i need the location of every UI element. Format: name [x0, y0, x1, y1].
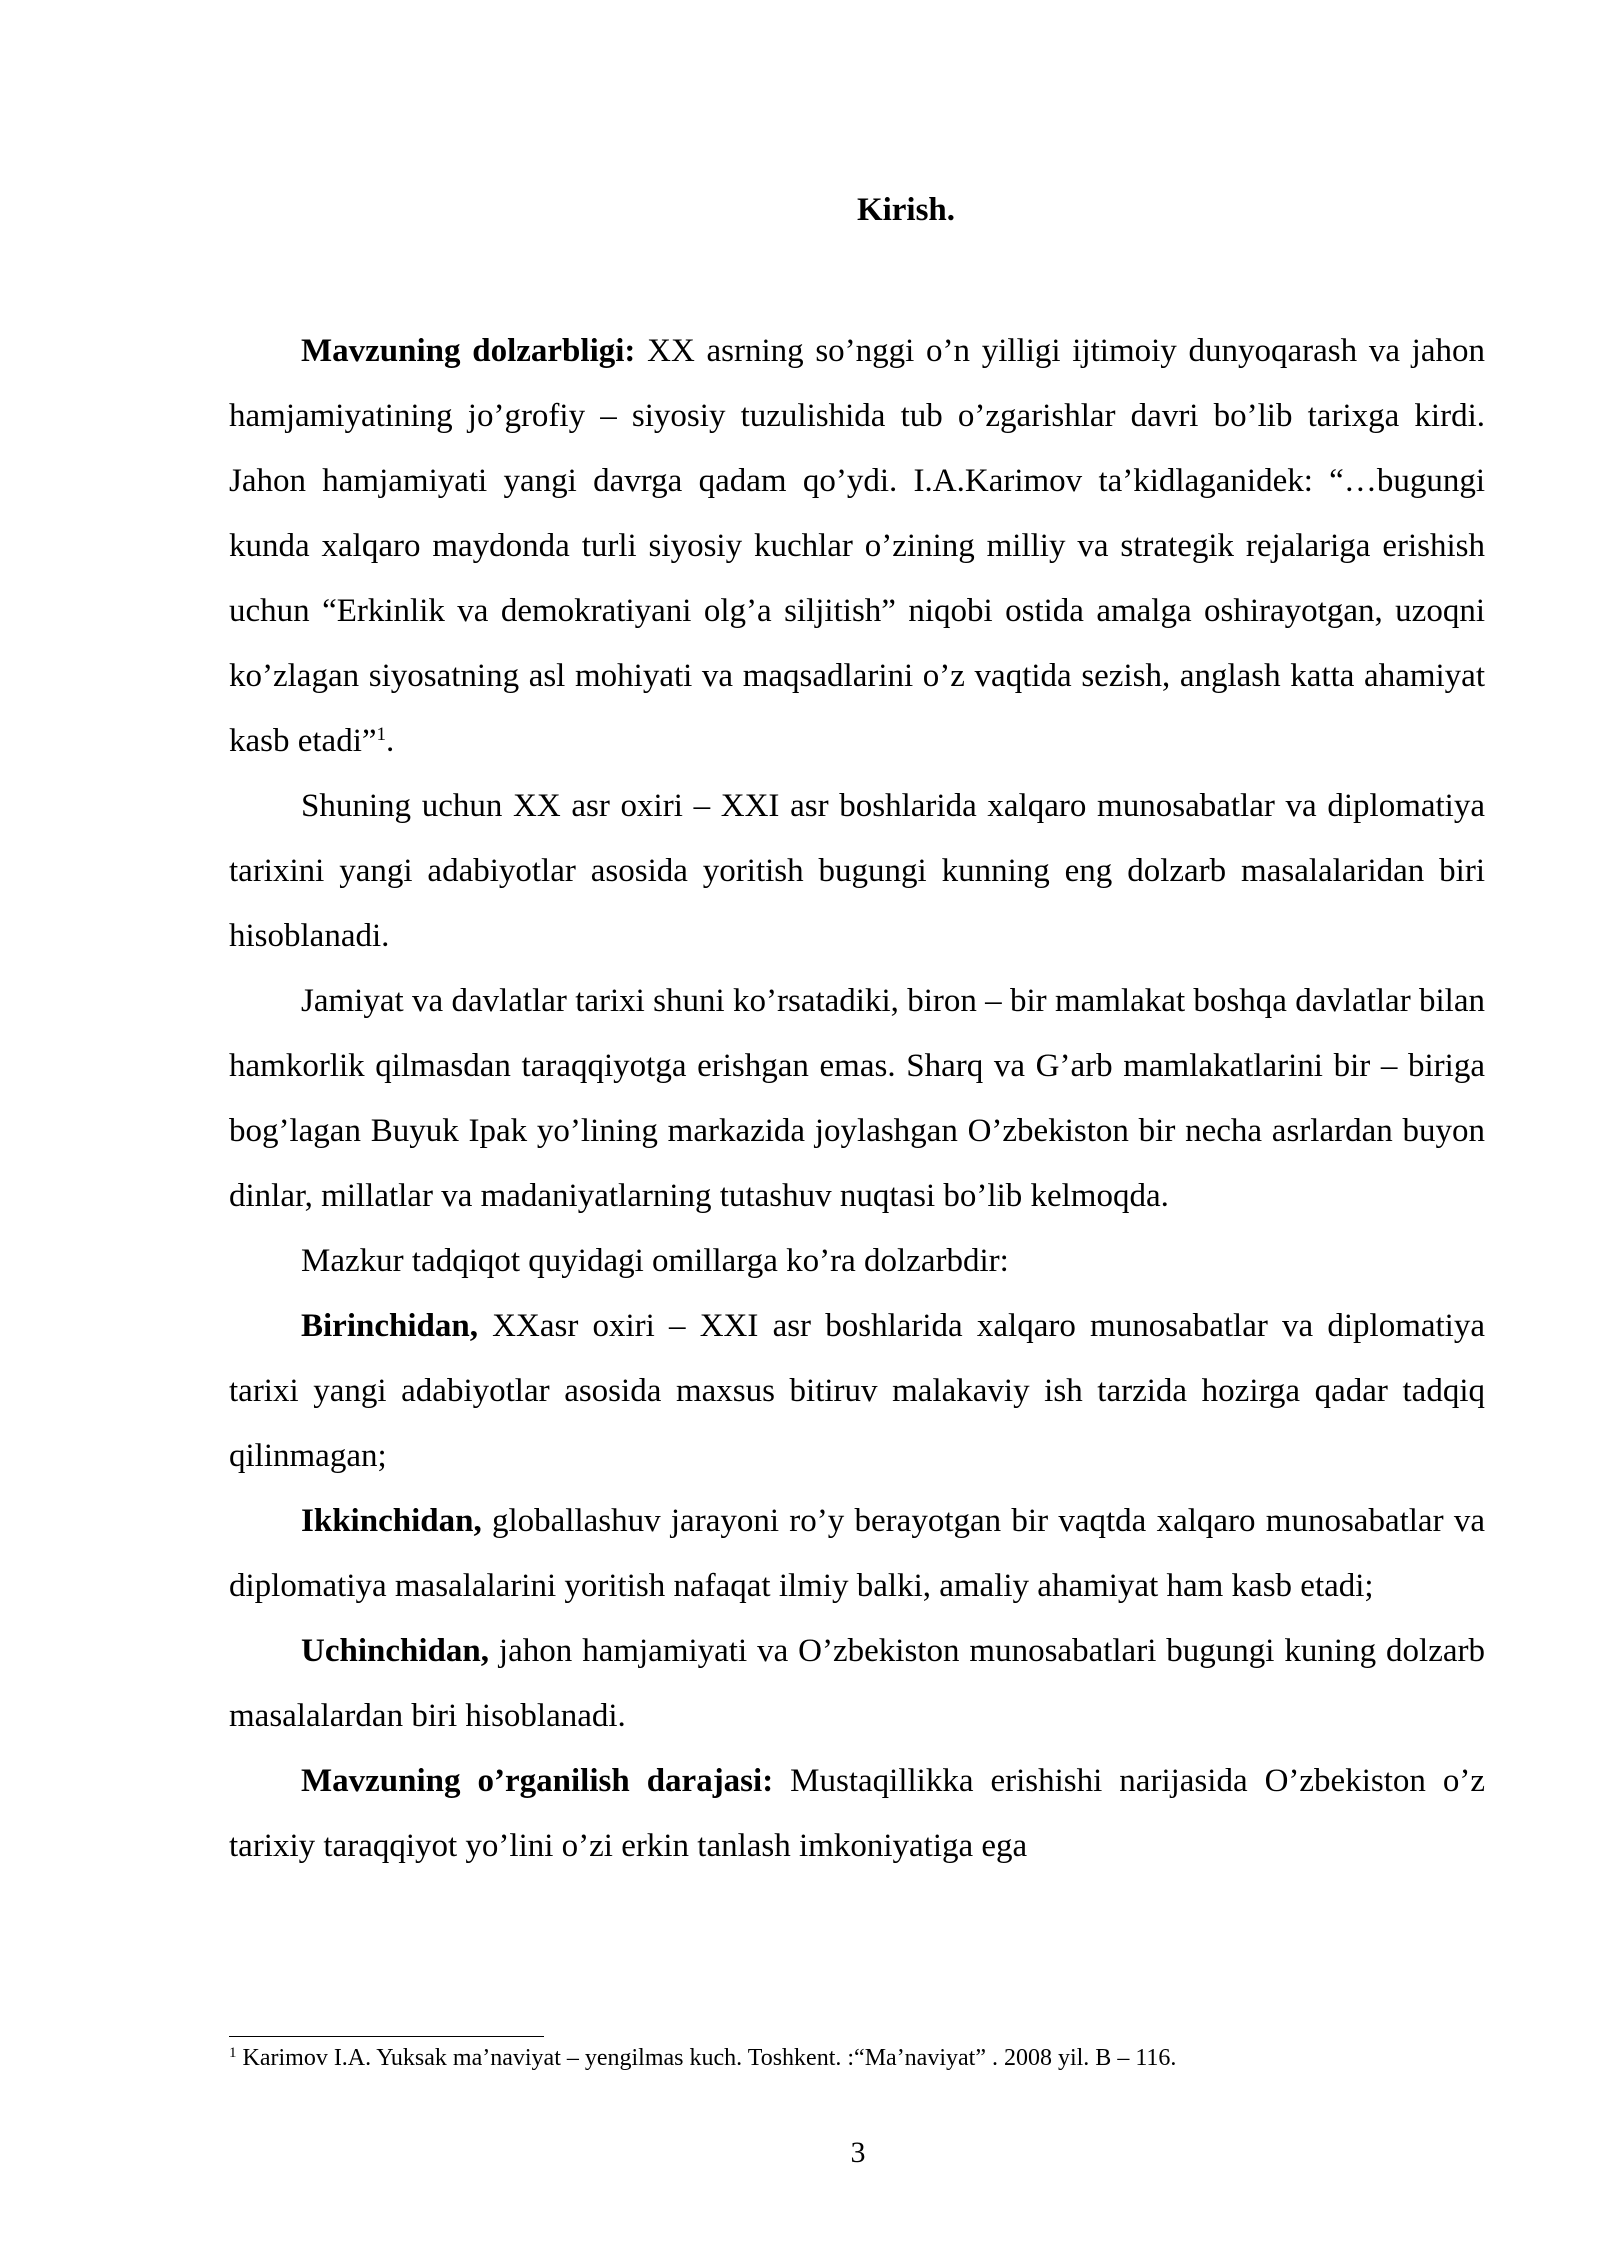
paragraph-text: XX asrning so’nggi o’n yilligi ijtimoiy dunyoqarash va jahon hamjamiyatining jo’grofiy – siyosiy tuzulishida tub o’zgarishlar davri bo’lib tarixga kirdi. Jahon hamjamiyati yangi davrga qadam qo’ydi. I.A.Karimov ta’kidlaganidek: “…bugungi kunda xalqaro maydonda turli siyosiy kuchlar o’zining milliy va strategik rejalariga erishish uchun “Erkinlik va demokratiyani olg’a siljitish” niqobi ostida amalga oshirayotgan, uzoqni ko’zlagan siyosatning asl mohiyati va maqsadlarini o’z vaqtida sezish, anglash katta ahamiyat kasb etadi” — [229, 333, 1486, 759]
paragraph-lead: Birinchidan, — [301, 1308, 478, 1344]
paragraph-second-factor — [229, 1489, 1485, 1619]
paragraph — [229, 774, 1485, 969]
paragraph-relevance — [229, 319, 1485, 774]
footnote-text: Karimov I.A. Yuksak ma’naviyat – yengilmas kuch. Toshkent. :“Ma’naviyat” . 2008 yil. B – 116. — [236, 2045, 1177, 2071]
page-title: Kirish. — [856, 192, 956, 228]
footnote-reference[interactable]: 1 — [376, 724, 387, 745]
footnote — [229, 2043, 1485, 2073]
paragraph-lead: Mavzuning o’rganilish darajasi: — [301, 1763, 774, 1799]
paragraph — [229, 1229, 1485, 1294]
paragraph-text: Shuning uchun XX asr oxiri – XXI asr boshlarida xalqaro munosabatlar va diplomatiya tarixini yangi adabiyotlar asosida yoritish bugungi kunning eng dolzarb masalalaridan biri hisoblanadi. — [229, 788, 1485, 954]
paragraph-third-factor — [229, 1619, 1485, 1749]
paragraph-lead: Ikkinchidan, — [301, 1503, 482, 1539]
paragraph-lead: Mavzuning dolzarbligi: — [301, 333, 636, 369]
paragraph-text: Jamiyat va davlatlar tarixi shuni ko’rsatadiki, biron – bir mamlakat boshqa davlatlar bilan hamkorlik qilmasdan taraqqiyotga erishgan emas. Sharq va G’arb mamlakatlarini bir – biriga bog’lagan Buyuk Ipak yo’lining markazida joylashgan O’zbekiston bir necha asrlardan buyon dinlar, millatlar va madaniyatlarning tutashuv nuqtasi bo’lib kelmoqda. — [229, 983, 1485, 1214]
paragraph-text: jahon hamjamiyati va O’zbekiston munosabatlari bugungi kuning dolzarb masalalardan biri hisoblanadi. — [229, 1633, 1485, 1734]
paragraph-text: XXasr oxiri – XXI asr boshlarida xalqaro munosabatlar va diplomatiya tarixi yangi adabiyotlar asosida maxsus bitiruv malakaviy ish tarzida hozirga qadar tadqiq qilinmagan; — [229, 1308, 1485, 1474]
page-number: 3 — [850, 2136, 866, 2169]
footnote-divider — [229, 2036, 544, 2037]
paragraph-tail: . — [386, 723, 395, 759]
paragraph-text: globallashuv jarayoni ro’y berayotgan bir vaqtda xalqaro munosabatlar va diplomatiya masalalarini yoritish nafaqat ilmiy balki, amaliy ahamiyat ham kasb etadi; — [229, 1503, 1485, 1604]
paragraph — [229, 969, 1485, 1229]
footnote-marker: 1 — [229, 2045, 237, 2061]
body-text — [229, 319, 1485, 1879]
paragraph-text: Mazkur tadqiqot quyidagi omillarga ko’ra dolzarbdir: — [301, 1243, 1009, 1279]
paragraph-lead: Uchinchidan, — [301, 1633, 489, 1669]
paragraph-text: Mustaqillikka erishishi narijasida O’zbekiston o’z tarixiy taraqqiyot yo’lini o’zi erkin tanlash imkoniyatiga ega — [229, 1763, 1485, 1864]
paragraph-study-degree — [229, 1749, 1485, 1879]
paragraph-first-factor — [229, 1294, 1485, 1489]
